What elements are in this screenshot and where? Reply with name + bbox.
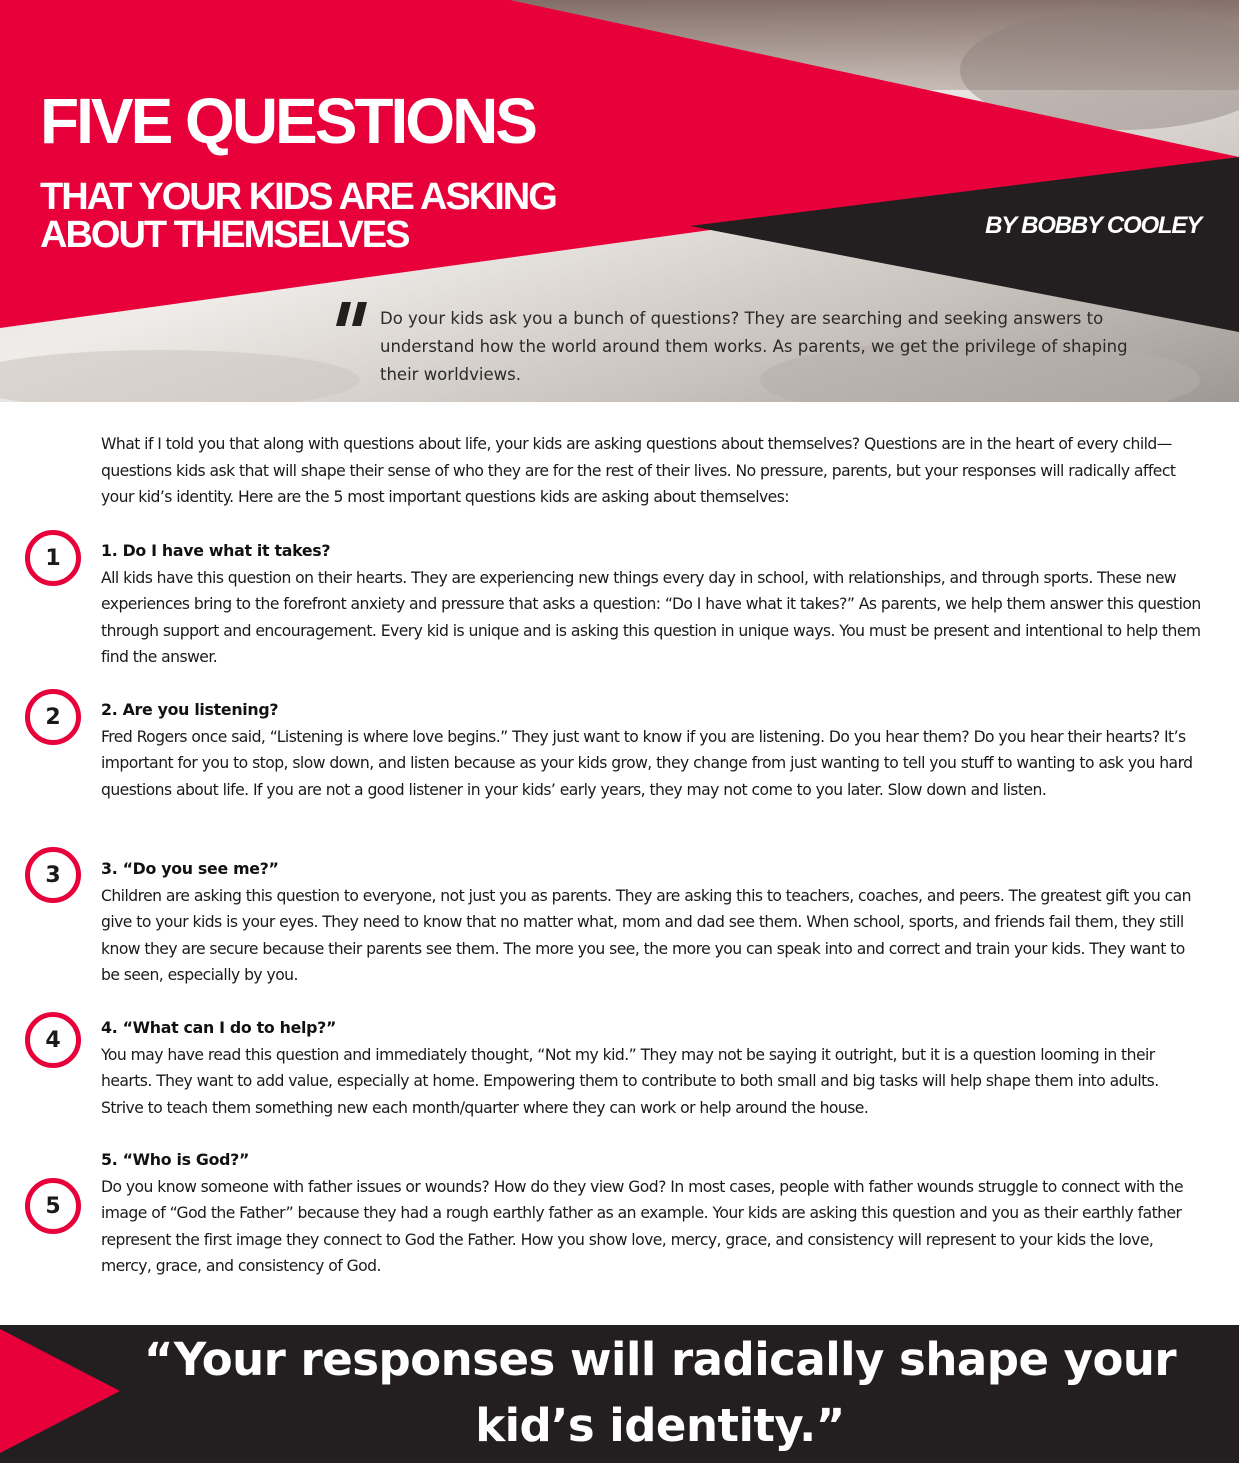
number-badge-1: 1	[25, 530, 81, 586]
question-title: 1. Do I have what it takes?	[101, 541, 331, 560]
subtitle-line-1: THAT YOUR KIDS ARE ASKING	[40, 176, 556, 218]
subtitle-line-2: ABOUT THEMSELVES	[40, 214, 409, 256]
number-badge-5: 5	[25, 1178, 81, 1234]
question-body: All kids have this question on their hearts. They are experiencing new things every day in school, with relationships, and through sports. These new experiences bring to the forefront anxiety and pressure that asks a question: “Do I have what it takes?” As parents, we help them answer this question through support and encouragement. Every kid is unique and is asking this question in unique ways. You must be present and intentional to help them find the answer.	[101, 568, 1201, 667]
question-body: Children are asking this question to everyone, not just you as parents. They are asking this to teachers, coaches, and peers. The greatest gift you can give to your kids is your eyes. They need to know that no matter what, mom and dad see them. When school, sports, and friends fail them, they still know they are secure because their parents see them. The more you see, the more you can speak into and correct and train your kids. They want to be seen, especially by you.	[101, 886, 1192, 985]
number-badge-2: 2	[25, 689, 81, 745]
footer-banner	[0, 1325, 1239, 1463]
author-byline: BY BOBBY COOLEY	[985, 212, 1201, 239]
question-body: Fred Rogers once said, “Listening is where love begins.” They just want to know if you are listening. Do you hear them? Do you hear their hearts? It’s important for you to stop, slow down, and listen because as your kids grow, they change from just wanting to tell you stuff to wanting to ask you hard questions about life. If you are not a good listener in your kids’ early years, they may not come to you later. Slow down and listen.	[101, 727, 1193, 799]
pull-quote: “Your responses will radically shape your kid’s identity.”	[143, 1333, 1177, 1452]
question-title: 3. “Do you see me?”	[101, 859, 279, 878]
header-banner	[0, 0, 1239, 402]
quote-mark-icon	[336, 302, 372, 326]
question-title: 5. “Who is God?”	[101, 1150, 250, 1169]
question-title: 4. “What can I do to help?”	[101, 1018, 337, 1037]
question-title: 2. Are you listening?	[101, 700, 279, 719]
main-title: FIVE QUESTIONS	[40, 85, 535, 157]
number-badge-3: 3	[25, 847, 81, 903]
question-body: You may have read this question and immediately thought, “Not my kid.” They may not be saying it outright, but it is a question looming in their hearts. They want to add value, especially at home. Empowering them to contribute to both small and big tasks will help shape them into adults. Strive to teach them something new each month/quarter where they can work or help around the house.	[101, 1045, 1159, 1117]
number-badge-4: 4	[25, 1012, 81, 1068]
intro-quote: Do your kids ask you a bunch of questions? They are searching and seeking answers to understand how the world around them works. As parents, we get the privilege of shaping their worldviews.	[380, 309, 1128, 384]
question-body: Do you know someone with father issues or wounds? How do they view God? In most cases, people with father wounds struggle to connect with the image of “God the Father” because they had a rough earthly father as an example. Your kids are asking this question and you as their earthly father represent the first image they connect to God the Father. How you show love, mercy, grace, and consistency will represent to your kids the love, mercy, grace, and consistency of God.	[101, 1177, 1184, 1276]
intro-paragraph: What if I told you that along with questions about life, your kids are asking questions about themselves? Questions are in the heart of every child—questions kids ask that will shape their sense of who they are for the rest of their lives. No pressure, parents, but your responses will radically affect your kid’s identity. Here are the 5 most important questions kids are asking about themselves:	[101, 435, 1176, 507]
